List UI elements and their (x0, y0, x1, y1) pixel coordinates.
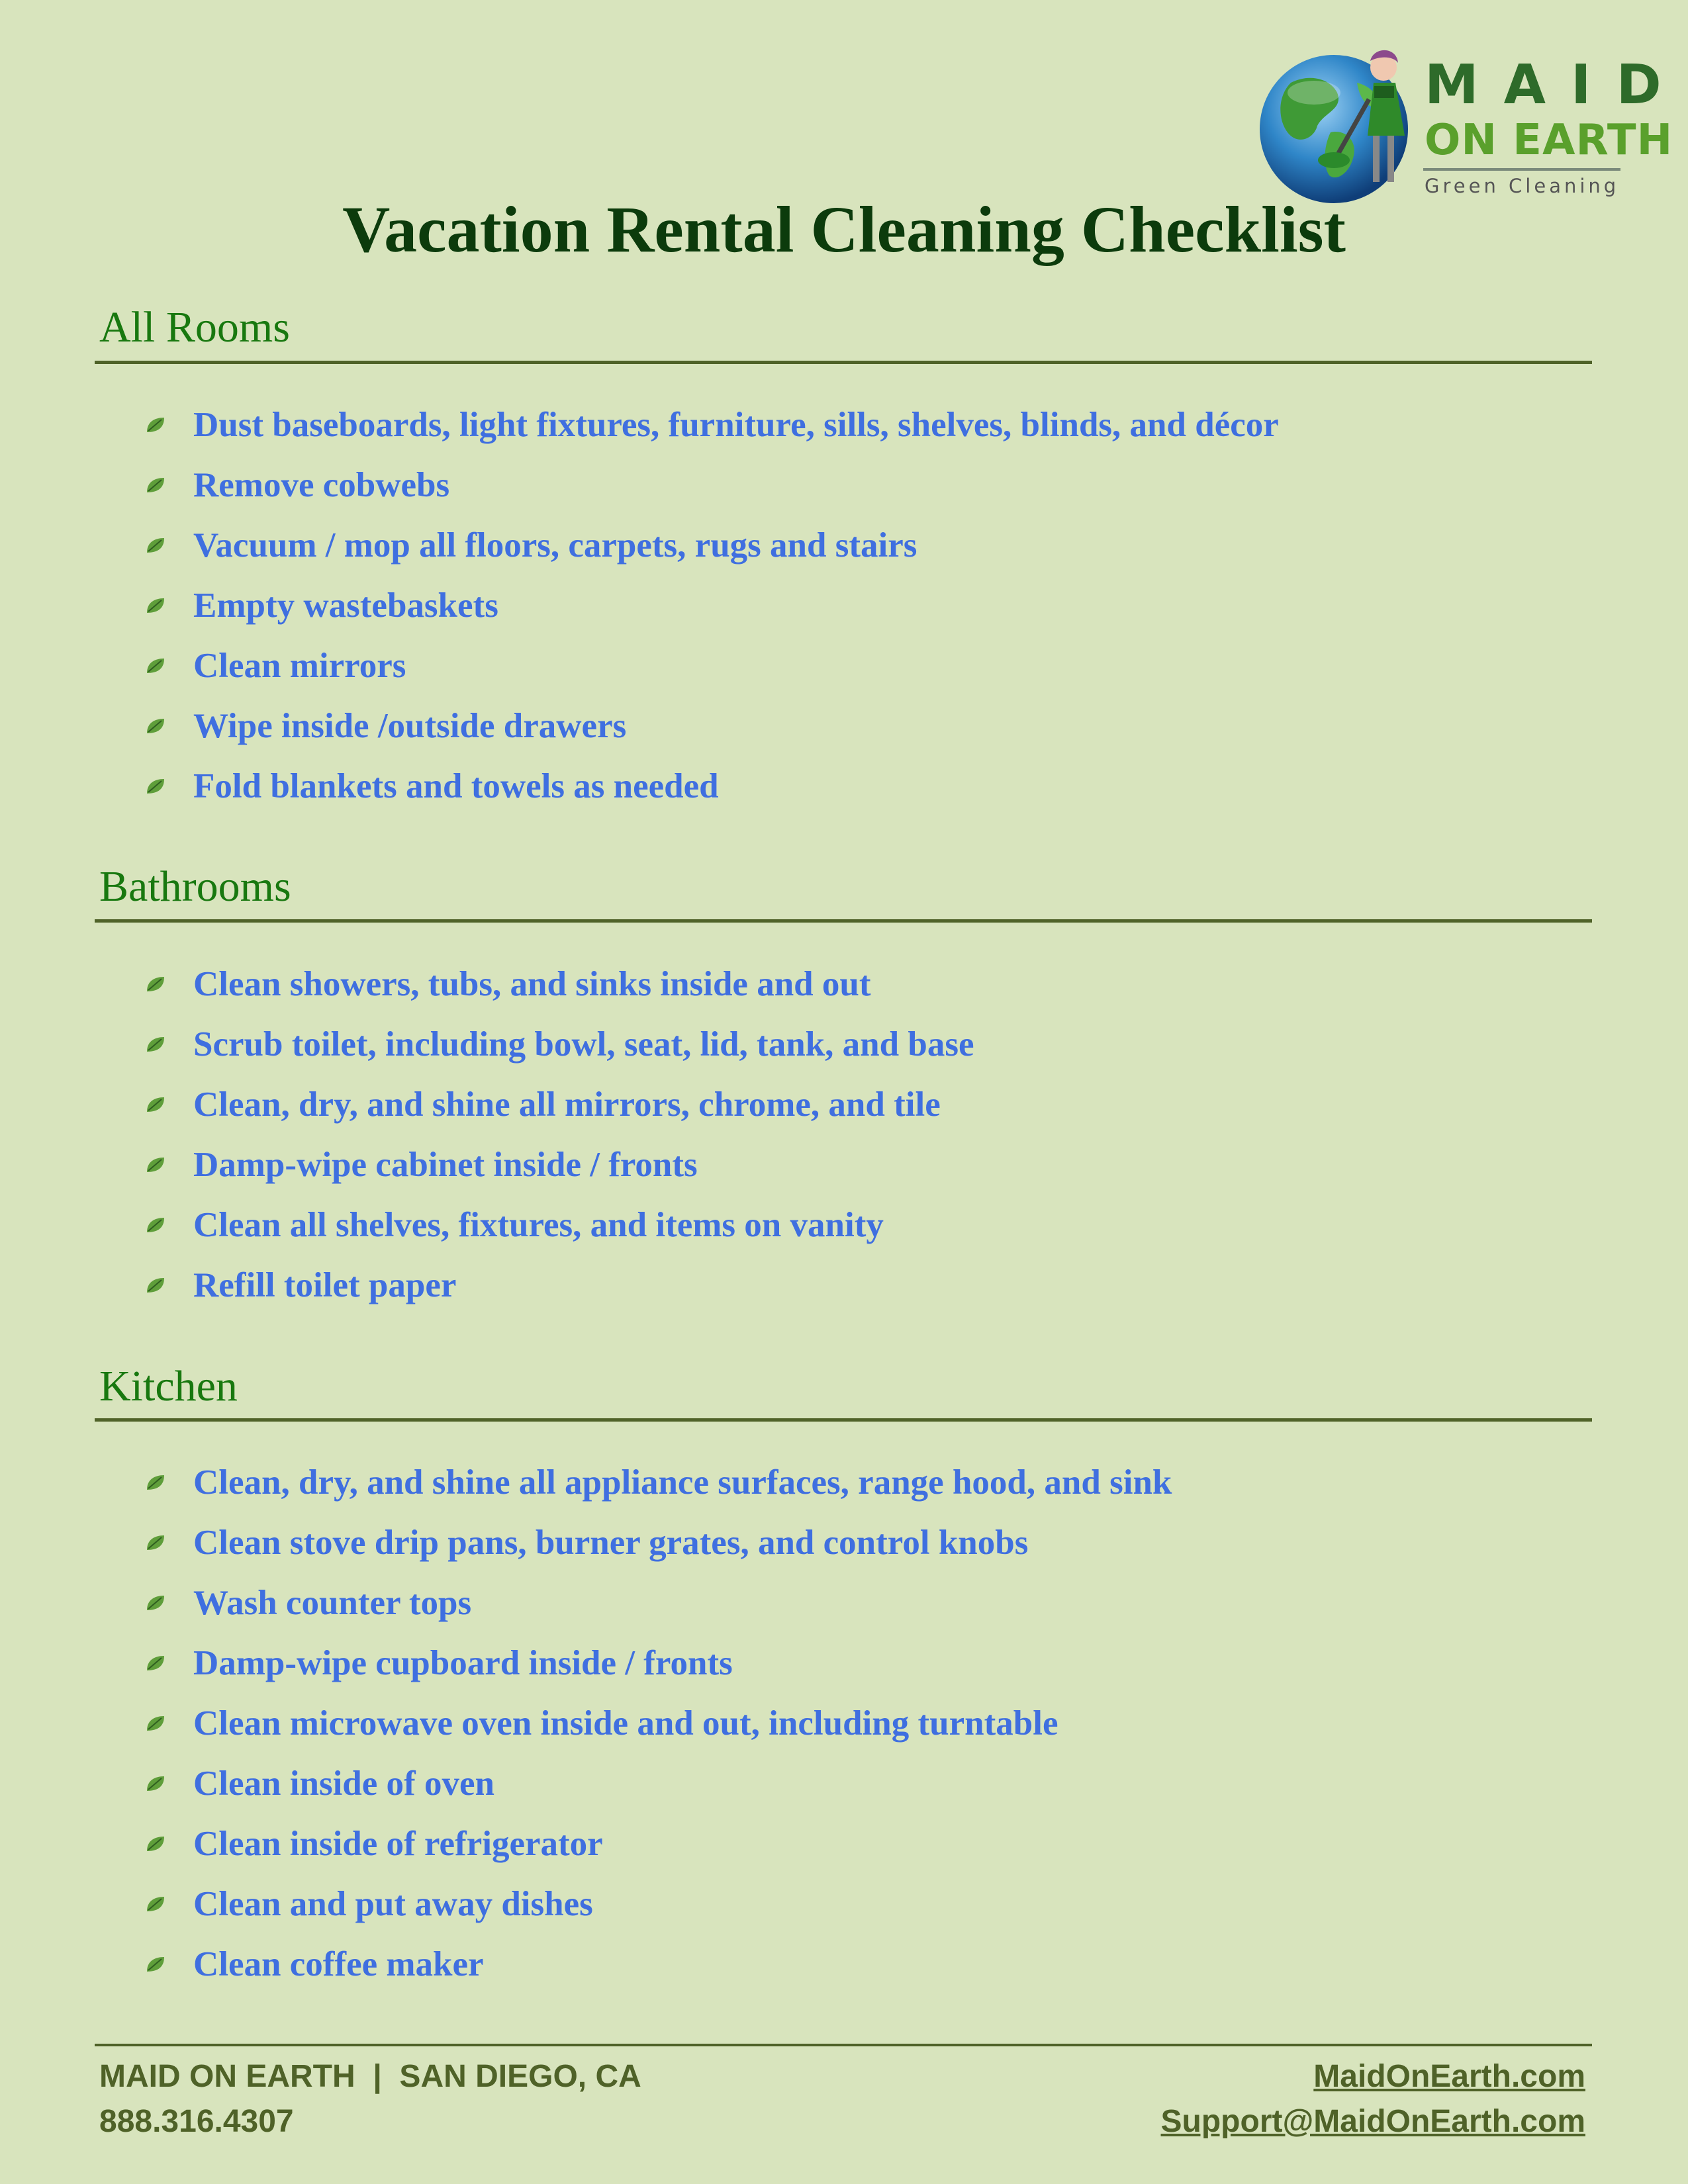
checklist-item (146, 1134, 974, 1195)
leaf-bullet-icon (146, 1895, 165, 1913)
checklist-item (146, 1074, 974, 1134)
checklist-item (146, 1572, 1172, 1633)
leaf-bullet-icon (146, 1956, 165, 1973)
logo-tagline: Green Cleaning (1425, 175, 1620, 197)
checklist-item-text: Clean, dry, and shine all appliance surfaces, range hood, and sink (193, 1463, 1172, 1502)
section-divider (95, 1418, 1592, 1422)
checklist-item-text: Refill toilet paper (193, 1265, 457, 1304)
leaf-bullet-icon (146, 1277, 165, 1294)
leaf-bullet-icon (146, 1715, 165, 1732)
checklist-item-text: Damp-wipe cabinet inside / fronts (193, 1145, 698, 1184)
section-divider (95, 361, 1592, 364)
checklist-item (146, 1014, 974, 1074)
website-link[interactable]: MaidOnEarth.com (1313, 2059, 1585, 2094)
checklist-item-text: Clean inside of oven (193, 1764, 494, 1803)
checklist-item-text: Fold blankets and towels as needed (193, 766, 719, 805)
checklist-item (146, 455, 1279, 515)
logo-wordmark-maid: MAID (1425, 54, 1687, 116)
checklist-item (146, 1813, 1172, 1874)
section-divider (95, 919, 1592, 923)
checklist-item-text: Wipe inside /outside drawers (193, 706, 627, 745)
checklist-item (146, 954, 974, 1014)
logo-wordmark-on-earth: ON EARTH (1425, 116, 1673, 165)
checklist-kitchen (146, 1452, 1172, 1994)
leaf-bullet-icon (146, 1156, 165, 1173)
maid-on-earth-logo (1251, 46, 1687, 205)
checklist-item (146, 635, 1279, 696)
leaf-bullet-icon (146, 1534, 165, 1551)
checklist-item-text: Clean and put away dishes (193, 1884, 593, 1923)
checklist-item (146, 1255, 974, 1315)
logo-divider (1423, 168, 1620, 171)
footer-divider (95, 2044, 1592, 2046)
leaf-bullet-icon (146, 1835, 165, 1852)
leaf-bullet-icon (146, 1775, 165, 1792)
checklist-item (146, 1633, 1172, 1693)
checklist-item-text: Clean microwave oven inside and out, including turntable (193, 1704, 1058, 1743)
checklist-item (146, 394, 1279, 455)
checklist-item-text: Clean mirrors (193, 646, 406, 685)
leaf-bullet-icon (146, 1096, 165, 1113)
footer-company-line: MAID ON EARTH | SAN DIEGO, CA (99, 2059, 641, 2094)
globe-maid-icon (1251, 46, 1423, 205)
leaf-bullet-icon (146, 416, 165, 433)
checklist-item-text: Clean, dry, and shine all mirrors, chrome, and tile (193, 1085, 941, 1124)
checklist-item-text: Clean coffee maker (193, 1944, 484, 1983)
checklist-item (146, 1874, 1172, 1934)
leaf-bullet-icon (146, 976, 165, 993)
checklist-item (146, 1693, 1172, 1753)
section-heading-all-rooms: All Rooms (99, 303, 290, 351)
checklist-item-text: Empty wastebaskets (193, 586, 498, 625)
leaf-bullet-icon (146, 1594, 165, 1612)
footer-links (1161, 2054, 1585, 2144)
checklist-item (146, 575, 1279, 635)
section-heading-kitchen: Kitchen (99, 1362, 238, 1410)
checklist-item-text: Clean showers, tubs, and sinks inside and out (193, 964, 871, 1003)
checklist-item-text: Vacuum / mop all floors, carpets, rugs and stairs (193, 525, 917, 565)
checklist-item (146, 1452, 1172, 1512)
leaf-bullet-icon (146, 657, 165, 674)
leaf-bullet-icon (146, 1474, 165, 1491)
leaf-bullet-icon (146, 477, 165, 494)
checklist-item-text: Clean all shelves, fixtures, and items on vanity (193, 1205, 884, 1244)
leaf-bullet-icon (146, 778, 165, 795)
leaf-bullet-icon (146, 537, 165, 554)
checklist-item-text: Dust baseboards, light fixtures, furniture, sills, shelves, blinds, and décor (193, 405, 1279, 444)
leaf-bullet-icon (146, 1655, 165, 1672)
checklist-item-text: Clean stove drip pans, burner grates, and control knobs (193, 1523, 1029, 1562)
section-heading-bathrooms: Bathrooms (99, 862, 291, 911)
footer-phone: 888.316.4307 (99, 2104, 294, 2139)
email-link[interactable]: Support@MaidOnEarth.com (1160, 2104, 1585, 2139)
checklist-item (146, 515, 1279, 575)
checklist-item (146, 1512, 1172, 1572)
checklist-item (146, 696, 1279, 756)
checklist-item (146, 1195, 974, 1255)
checklist-item-text: Remove cobwebs (193, 465, 450, 504)
page-title: Vacation Rental Cleaning Checklist (342, 193, 1346, 266)
checklist-all-rooms (146, 394, 1279, 816)
checklist-bathrooms (146, 954, 974, 1315)
checklist-item-text: Wash counter tops (193, 1583, 472, 1622)
leaf-bullet-icon (146, 1216, 165, 1234)
leaf-bullet-icon (146, 597, 165, 614)
footer-contact (99, 2054, 641, 2144)
checklist-item (146, 1753, 1172, 1813)
checklist-item-text: Damp-wipe cupboard inside / fronts (193, 1643, 733, 1682)
checklist-item (146, 756, 1279, 816)
checklist-item-text: Scrub toilet, including bowl, seat, lid, tank, and base (193, 1024, 974, 1064)
checklist-item-text: Clean inside of refrigerator (193, 1824, 603, 1863)
leaf-bullet-icon (146, 717, 165, 735)
checklist-item (146, 1934, 1172, 1994)
leaf-bullet-icon (146, 1036, 165, 1053)
